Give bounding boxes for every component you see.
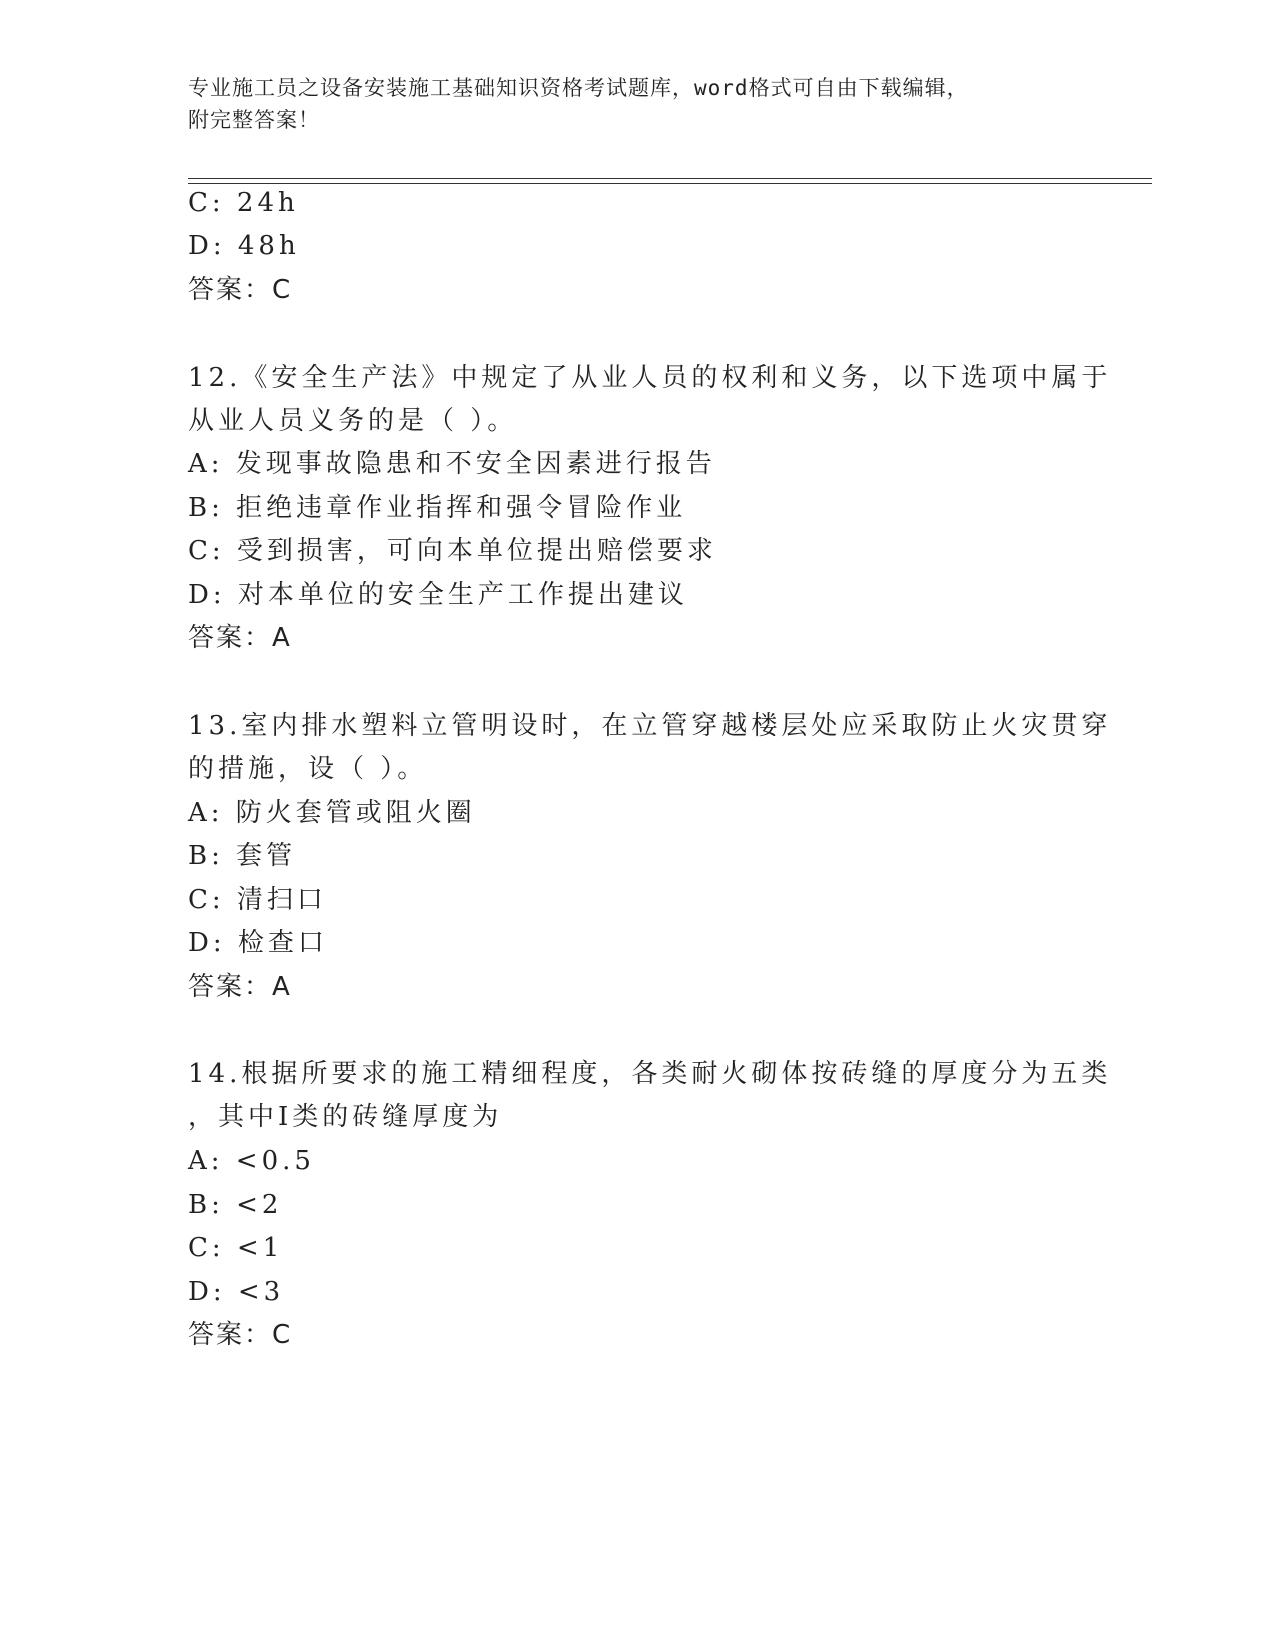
q14-option-c: C: <1 <box>188 1233 284 1263</box>
carryover-answer: 答案：C <box>188 275 293 305</box>
q13-answer: 答案：A <box>188 972 292 1002</box>
q13-option-d: D: 检查口 <box>188 928 328 958</box>
header-line-2: 附完整答案！ <box>188 108 320 132</box>
q12-stem-line-2: 从业人员义务的是（ ）。 <box>188 406 518 436</box>
q14-option-a: A: <0.5 <box>188 1146 315 1176</box>
q13-stem-line-2: 的措施，设（ ）。 <box>188 754 428 784</box>
q12-answer: 答案：A <box>188 623 292 653</box>
q14-stem-line-1: 14.根据所要求的施工精细程度，各类耐火砌体按砖缝的厚度分为五类 <box>188 1059 1112 1089</box>
header-divider-bottom <box>188 183 1152 184</box>
q13-option-a: A: 防火套管或阻火圈 <box>188 798 476 828</box>
q13-option-b: B: 套管 <box>188 841 297 871</box>
q12-stem-line-1: 12.《安全生产法》中规定了从业人员的权利和义务，以下选项中属于 <box>188 363 1112 393</box>
carryover-option-c: C: 24h <box>188 188 299 218</box>
q14-option-b: B: <2 <box>188 1190 283 1220</box>
q13-stem-line-1: 13.室内排水塑料立管明设时，在立管穿越楼层处应采取防止火灾贯穿 <box>188 711 1112 741</box>
q12-option-d: D: 对本单位的安全生产工作提出建议 <box>188 580 688 610</box>
q12-option-b: B: 拒绝违章作业指挥和强令冒险作业 <box>188 493 687 523</box>
q14-option-d: D: <3 <box>188 1277 285 1307</box>
header-line-1: 专业施工员之设备安装施工基础知识资格考试题库，word格式可自由下载编辑， <box>188 76 969 100</box>
q14-answer: 答案：C <box>188 1320 293 1350</box>
q14-stem-line-2: ，其中Ⅰ类的砖缝厚度为 <box>188 1102 503 1132</box>
q12-option-a: A: 发现事故隐患和不安全因素进行报告 <box>188 449 716 479</box>
q12-option-c: C: 受到损害，可向本单位提出赔偿要求 <box>188 536 717 566</box>
header-divider-top <box>188 178 1152 179</box>
carryover-option-d: D: 48h <box>188 231 300 261</box>
q13-option-c: C: 清扫口 <box>188 885 327 915</box>
page-header <box>188 72 1068 136</box>
